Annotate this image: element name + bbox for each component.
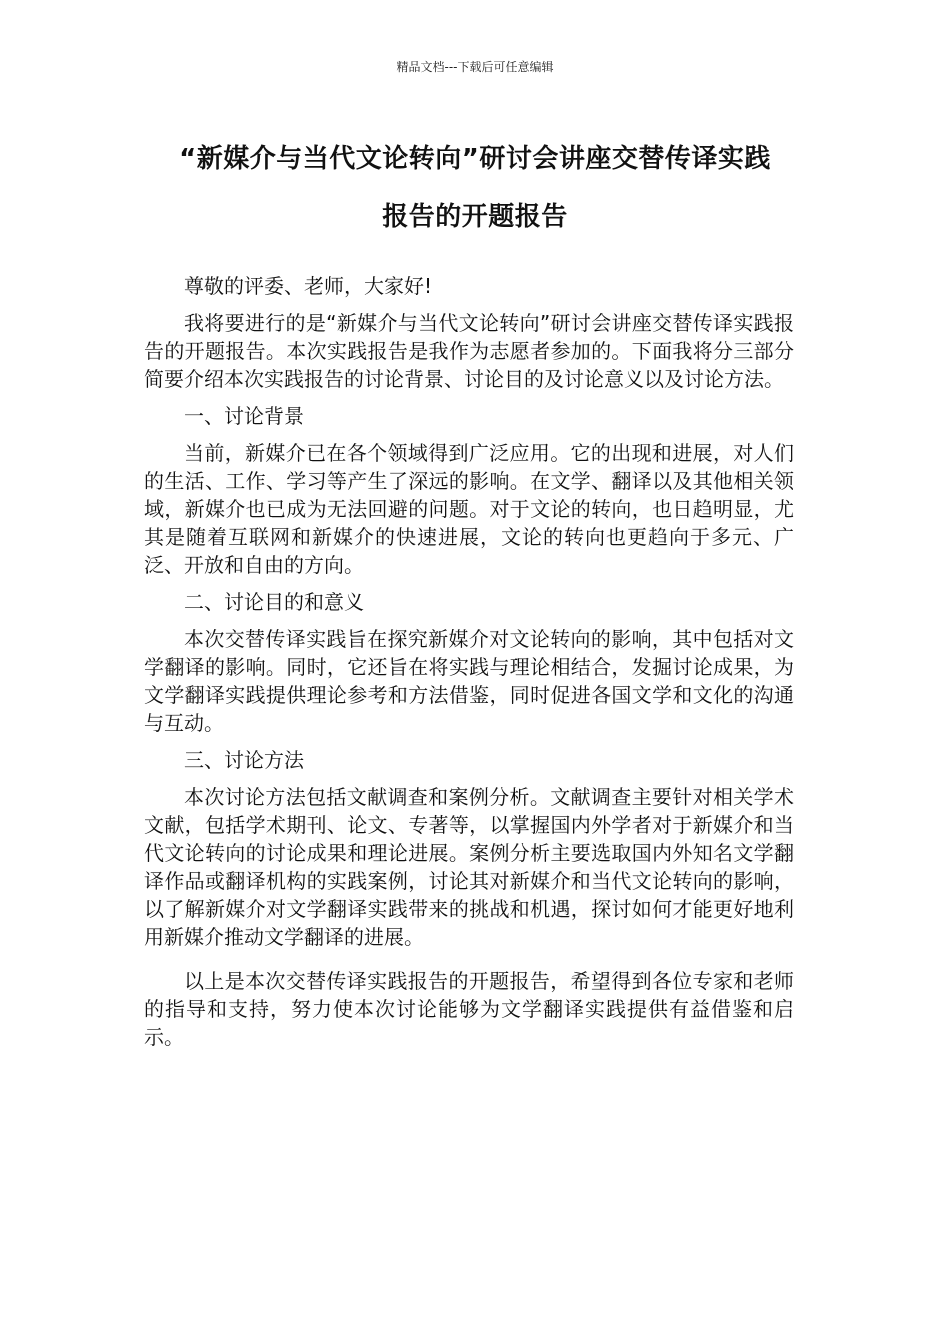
closing-paragraph: 以上是本次交替传译实践报告的开题报告，希望得到各位专家和老师的指导和支持，努力使本次讨论能够为文学翻译实践提供有益借鉴和启示。 <box>144 969 794 1049</box>
title-line-2: 报告的开题报告 <box>382 202 568 232</box>
section-text-method: 本次讨论方法包括文献调查和案例分析。文献调查主要针对相关学术文献，包括学术期刊、论文、专著等，以掌握国内外学者对于新媒介和当代文论转向的讨论成果和理论进展。案例分析主要选取国内外知名文学翻译作品或翻译机构的实践案例，讨论其对新媒介和当代文论转向的影响，以了解新媒介对文学翻译实践带来的挑战和机遇，探讨如何才能更好地利用新媒介推动文学翻译的进展。 <box>144 785 794 949</box>
title-line-1: “新媒介与当代文论转向”研讨会讲座交替传译实践 <box>179 144 771 174</box>
greeting-paragraph: 尊敬的评委、老师，大家好! <box>184 274 433 298</box>
intro-paragraph: 我将要进行的是“新媒介与当代文论转向”研讨会讲座交替传译实践报告的开题报告。本次实践报告是我作为志愿者参加的。下面我将分三部分简要介绍本次实践报告的讨论背景、讨论目的及讨论意义以及讨论方法。 <box>144 311 794 391</box>
page-header-note: 精品文档---下载后可任意编辑 <box>396 60 554 74</box>
section-heading-background: 一、讨论背景 <box>184 404 304 428</box>
document-title <box>140 130 810 246</box>
section-heading-purpose: 二、讨论目的和意义 <box>184 590 364 614</box>
document-body <box>144 272 794 1060</box>
section-heading-method: 三、讨论方法 <box>184 748 304 772</box>
section-text-purpose: 本次交替传译实践旨在探究新媒介对文论转向的影响，其中包括对文学翻译的影响。同时，它还旨在将实践与理论相结合，发掘讨论成果，为文学翻译实践提供理论参考和方法借鉴，同时促进各国文学和文化的沟通与互动。 <box>144 627 794 735</box>
section-text-background: 当前，新媒介已在各个领域得到广泛应用。它的出现和进展，对人们的生活、工作、学习等产生了深远的影响。在文学、翻译以及其他相关领域，新媒介也已成为无法回避的问题。对于文论的转向，也日趋明显，尤其是随着互联网和新媒介的快速进展，文论的转向也更趋向于多元、广泛、开放和自由的方向。 <box>144 441 794 577</box>
